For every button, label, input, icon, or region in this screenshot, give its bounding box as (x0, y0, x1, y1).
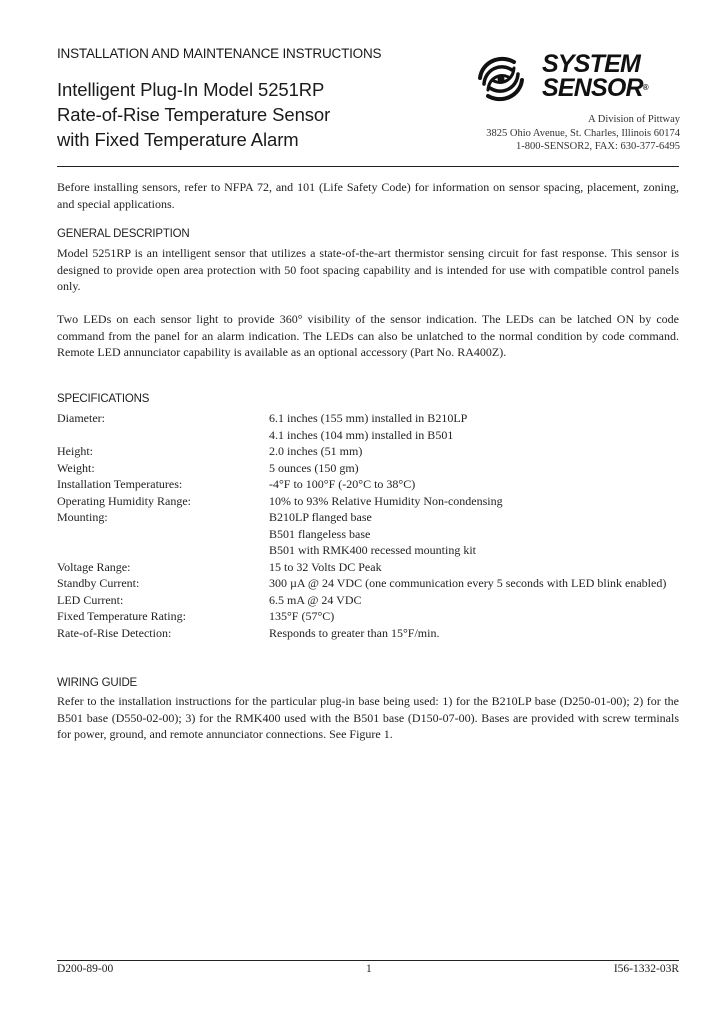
spec-row (57, 509, 697, 559)
spec-label: LED Current: (57, 592, 124, 607)
spec-row (57, 410, 697, 443)
general-description-paragraph-2: Two LEDs on each sensor light to provide 360° visibility of the sensor indication. The LEDs can be latched ON by code command from the panel for an alarm indication. The LEDs can also be unlatched to the normal condition by code command. Remote LED annunciator capability is available as an optional accessory (Part No. RA400Z). (57, 312, 679, 359)
spec-label: Operating Humidity Range: (57, 493, 191, 508)
system-sensor-swirl-icon (470, 48, 532, 110)
spec-row (57, 625, 697, 642)
brand-wordmark (542, 52, 648, 100)
spec-value: 135°F (57°C) (269, 609, 335, 623)
company-info (486, 113, 680, 154)
spec-value: 15 to 32 Volts DC Peak (269, 559, 382, 574)
system-sensor-logo (470, 48, 690, 110)
spec-row (57, 493, 697, 510)
wiring-guide-heading: WIRING GUIDE (57, 677, 138, 689)
spec-value: B501 with RMK400 recessed mounting kit (269, 543, 476, 557)
spec-value: -4°F to 100°F (-20°C to 38°C) (269, 477, 416, 491)
brand-line-1: SYSTEM (542, 50, 640, 78)
title-line-3: with Fixed Temperature Alarm (57, 129, 299, 150)
footer-document-number: D200-89-00 (57, 963, 114, 975)
intro-paragraph: Before installing sensors, refer to NFPA 72, and 101 (Life Safety Code) for information on sensor spacing, placement, zoning, and special applications. (57, 180, 679, 211)
title-line-1: Intelligent Plug-In Model 5251RP (57, 79, 325, 100)
spec-value: B210LP flanged base (269, 510, 372, 524)
footer-part-number: I56-1332-03R (613, 963, 679, 975)
spec-label: Weight: (57, 460, 95, 475)
spec-label: Installation Temperatures: (57, 477, 183, 491)
page-title (57, 77, 457, 152)
spec-label: Height: (57, 444, 93, 458)
spec-value: B501 flangeless base (269, 526, 371, 541)
specifications-table (57, 410, 697, 641)
spec-value: 4.1 inches (104 mm) installed in B501 (269, 427, 454, 442)
spec-row (57, 592, 697, 609)
spec-value: 6.5 mA @ 24 VDC (269, 592, 362, 607)
spec-label: Fixed Temperature Rating: (57, 609, 186, 623)
spec-label: Standby Current: (57, 576, 140, 590)
document-kicker: INSTALLATION AND MAINTENANCE INSTRUCTIONS (57, 46, 382, 61)
footer-page-number: 1 (366, 963, 372, 975)
spec-row (57, 460, 697, 477)
spec-value: 2.0 inches (51 mm) (269, 444, 363, 458)
company-division: A Division of Pittway (588, 114, 680, 125)
spec-value: 300 µA @ 24 VDC (one communication every 5 seconds with LED blink enabled) (269, 576, 667, 590)
spec-row (57, 608, 697, 625)
general-description-paragraph-1: Model 5251RP is an intelligent sensor that utilizes a state-of-the-art thermistor sensing circuit for fast response. This sensor is designed to provide open area protection with 50 foot spacing capability and is intended for use with compatible control panels only. (57, 246, 679, 293)
spec-value: Responds to greater than 15°F/min. (269, 625, 440, 640)
brand-line-2: SENSOR (542, 74, 643, 102)
spec-value: 5 ounces (150 gm) (269, 460, 359, 475)
spec-row (57, 443, 697, 460)
registered-mark: ® (642, 83, 648, 92)
footer-divider (57, 960, 679, 961)
spec-label: Rate-of-Rise Detection: (57, 625, 172, 640)
general-description-heading: GENERAL DESCRIPTION (57, 228, 190, 240)
wiring-guide-paragraph: Refer to the installation instructions for the particular plug-in base being used: 1) for the B210LP base (D250-01-00); 2) for the B501 base (D550-02-00); 3) for the RMK400 used with the B501 base (D150-07-00). Bases are provided with screw terminals for power, ground, and remote annunciator connections. See Figure 1. (57, 694, 679, 741)
spec-row (57, 575, 697, 592)
company-phone: 1-800-SENSOR2, FAX: 630-377-6495 (515, 141, 680, 152)
spec-value: 10% to 93% Relative Humidity Non-condensing (269, 493, 503, 508)
company-address: 3825 Ohio Avenue, St. Charles, Illinois 60174 (486, 127, 680, 139)
spec-row (57, 559, 697, 576)
spec-label: Mounting: (57, 510, 108, 524)
spec-value: 6.1 inches (155 mm) installed in B210LP (269, 411, 468, 425)
spec-label: Diameter: (57, 411, 105, 425)
specifications-heading: SPECIFICATIONS (57, 393, 150, 405)
header-divider (57, 166, 679, 167)
title-line-2: Rate-of-Rise Temperature Sensor (57, 104, 331, 125)
spec-label: Voltage Range: (57, 559, 131, 574)
spec-row (57, 476, 697, 493)
